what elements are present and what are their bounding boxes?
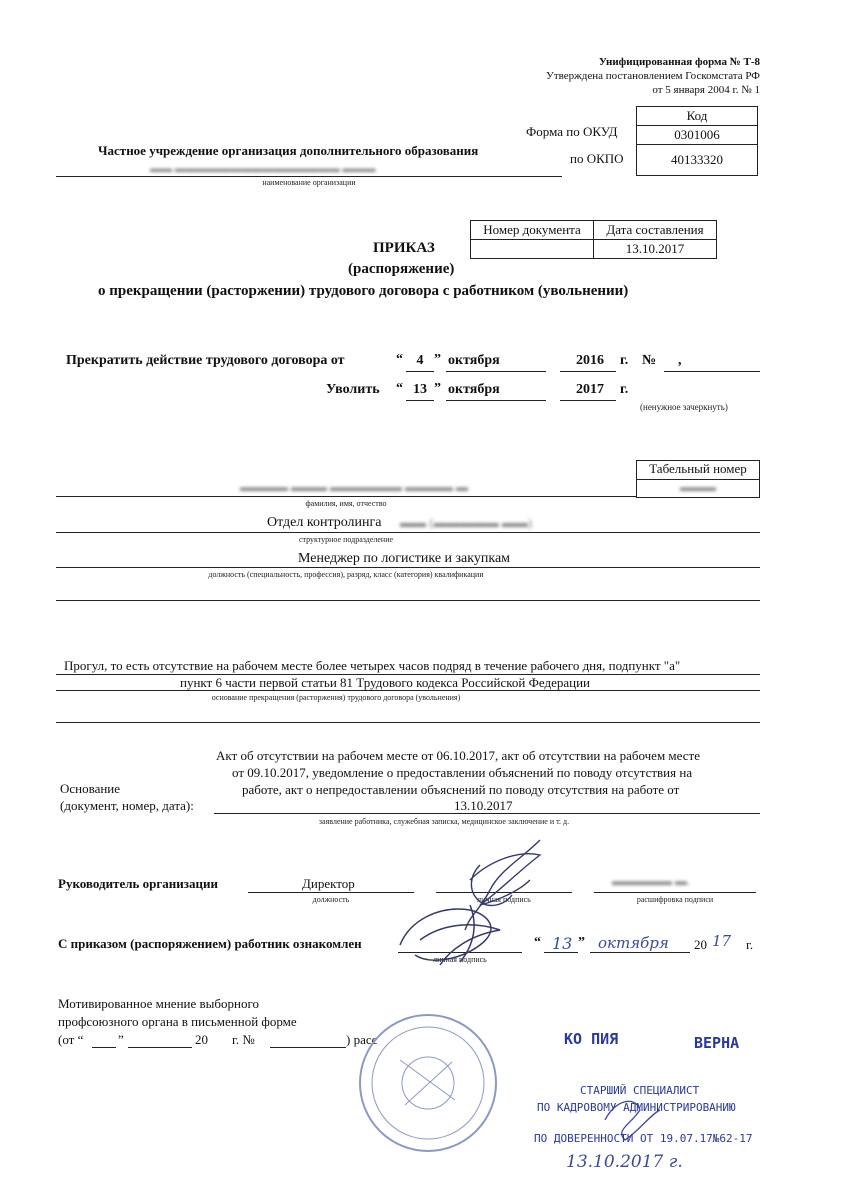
acquainted-quote-close: ” <box>578 935 585 950</box>
dismiss-day: 13 <box>413 382 427 397</box>
organization-caption: наименование организации <box>262 178 356 187</box>
codes-header: Код <box>637 107 758 126</box>
stamp-kopiya: КО ПИЯ <box>564 1030 619 1048</box>
terminate-day: 4 <box>416 353 424 368</box>
terminate-quote-close: ” <box>434 352 441 367</box>
form-approved-by: Утверждена постановлением Госкомстата РФ <box>546 70 760 82</box>
head-decoding-caption: расшифровка подписи <box>636 895 714 904</box>
okpo-value: 40133320 <box>637 145 758 176</box>
okpo-label: по ОКПО <box>570 151 624 166</box>
acquainted-g: г. <box>746 937 754 952</box>
department-redacted: ▬▬ (▬▬▬▬▬ ▬▬) <box>400 515 533 530</box>
stamp-line1: СТАРШИЙ СПЕЦИАЛИСТ <box>580 1084 700 1097</box>
doc-date-value: 13.10.2017 <box>594 240 717 259</box>
acquainted-year-suffix: 17 <box>712 932 732 950</box>
union-line1: Мотивированное мнение выборного <box>58 996 259 1011</box>
doc-number-header: Номер документа <box>471 221 594 240</box>
union-line3-d: г. № <box>232 1032 255 1047</box>
head-signature <box>465 840 540 930</box>
stamp-date: 13.10.2017 г. <box>566 1152 683 1172</box>
employee-signature <box>400 905 500 965</box>
reason-caption: основание прекращения (расторжения) трудового договора (увольнения) <box>211 693 461 702</box>
reason-line2: пункт 6 части первой статьи 81 Трудового кодекса Российской Федерации <box>180 675 590 690</box>
basis-line3: работе, акт о непредоставлении объяснений по поводу отсутствия на работе от <box>242 782 680 797</box>
basis-caption: заявление работника, служебная записка, медицинское заключение и т. д. <box>318 817 570 826</box>
title-prikaz: ПРИКАЗ <box>373 240 435 256</box>
acquainted-year-prefix: 20 <box>694 937 707 952</box>
employee-name-redacted: ▬▬▬▬ ▬▬▬ ▬▬▬▬▬▬ ▬▬▬▬ ▬ <box>240 480 468 494</box>
terminate-number-sign: № <box>642 353 657 368</box>
okud-value: 0301006 <box>637 126 758 145</box>
acquainted-label: С приказом (распоряжением) работник ознакомлен <box>58 936 362 951</box>
department-caption: структурное подразделение <box>298 535 394 544</box>
stamp-line3: ПО ДОВЕРЕННОСТИ ОТ 19.07.17№62-17 <box>534 1132 753 1145</box>
acquainted-day: 13 <box>552 934 573 953</box>
reason-line1: Прогул, то есть отсутствие на рабочем месте более четырех часов подряд в течение рабочего дня, подпункт "а" <box>64 658 681 673</box>
round-seal <box>360 1015 496 1151</box>
terminate-label: Прекратить действие трудового договора от <box>66 353 345 368</box>
title-rasporyazhenie: (распоряжение) <box>348 261 455 277</box>
tab-number-header: Табельный номер <box>637 461 759 480</box>
organization-name: Частное учреждение организация дополнительного образования <box>98 143 479 158</box>
union-line3-c: 20 <box>195 1032 208 1047</box>
dismiss-month: октября <box>448 382 500 397</box>
terminate-year-suffix: г. <box>620 353 629 368</box>
acquainted-signature-caption: личная подпись <box>433 955 487 964</box>
terminate-number-value: , <box>678 353 682 368</box>
basis-label-1: Основание <box>60 781 121 796</box>
title-subject: о прекращении (расторжении) трудового договора с работником (увольнении) <box>98 283 629 299</box>
okud-label: Форма по ОКУД <box>526 124 618 139</box>
terminate-month: октября <box>448 353 500 368</box>
dismiss-quote-close: ” <box>434 381 441 396</box>
dismiss-label: Уволить <box>326 382 380 397</box>
union-line3-a: (от “ <box>58 1032 84 1047</box>
department-value: Отдел контролинга <box>267 515 382 530</box>
dismiss-note: (ненужное зачеркнуть) <box>640 402 728 412</box>
head-position-caption: должность <box>312 895 350 904</box>
basis-line4: 13.10.2017 <box>454 798 513 813</box>
dismiss-year: 2017 <box>576 382 604 397</box>
acquainted-month: октября <box>598 934 669 952</box>
stamp-line2: ПО КАДРОВОМУ АДМИНИСТРИРОВАНИЮ <box>537 1101 736 1114</box>
organization-redacted: ▬▬ ▬▬▬▬▬▬▬▬▬▬▬▬▬▬▬ ▬▬▬ <box>150 163 376 175</box>
tab-number-redacted: ▬▬▬ <box>680 480 716 494</box>
stamp-verna: ВЕРНА <box>694 1034 740 1052</box>
terminate-quote-open: “ <box>396 352 403 367</box>
terminate-year: 2016 <box>576 353 604 368</box>
union-line3-b: ” <box>118 1032 124 1047</box>
dismiss-year-suffix: г. <box>620 382 629 397</box>
head-label: Руководитель организации <box>58 876 218 891</box>
position-caption: должность (специальность, профессия), разряд, класс (категория) квалификации <box>208 570 484 579</box>
employee-name-caption: фамилия, имя, отчество <box>305 499 387 508</box>
position-value: Менеджер по логистике и закупкам <box>298 551 511 566</box>
form-approved-date: от 5 января 2004 г. № 1 <box>652 84 760 96</box>
dismiss-quote-open: “ <box>396 381 403 396</box>
union-line2: профсоюзного органа в письменной форме <box>58 1014 297 1029</box>
head-signature-caption: личная подпись <box>477 895 531 904</box>
head-decoding-redacted: ▬▬▬▬▬ ▬. <box>612 874 690 888</box>
basis-line2: от 09.10.2017, уведомление о предоставлении объяснений по поводу отсутствия на <box>232 765 693 780</box>
acquainted-quote-open: “ <box>534 935 541 950</box>
union-line3-e: ) расс <box>346 1032 378 1047</box>
doc-date-header: Дата составления <box>594 221 717 240</box>
basis-line1: Акт об отсутствии на рабочем месте от 06.10.2017, акт об отсутствии на рабочем месте <box>216 748 700 763</box>
head-position: Директор <box>302 876 355 891</box>
form-title: Унифицированная форма № Т-8 <box>598 56 760 68</box>
basis-label-2: (документ, номер, дата): <box>60 798 194 813</box>
